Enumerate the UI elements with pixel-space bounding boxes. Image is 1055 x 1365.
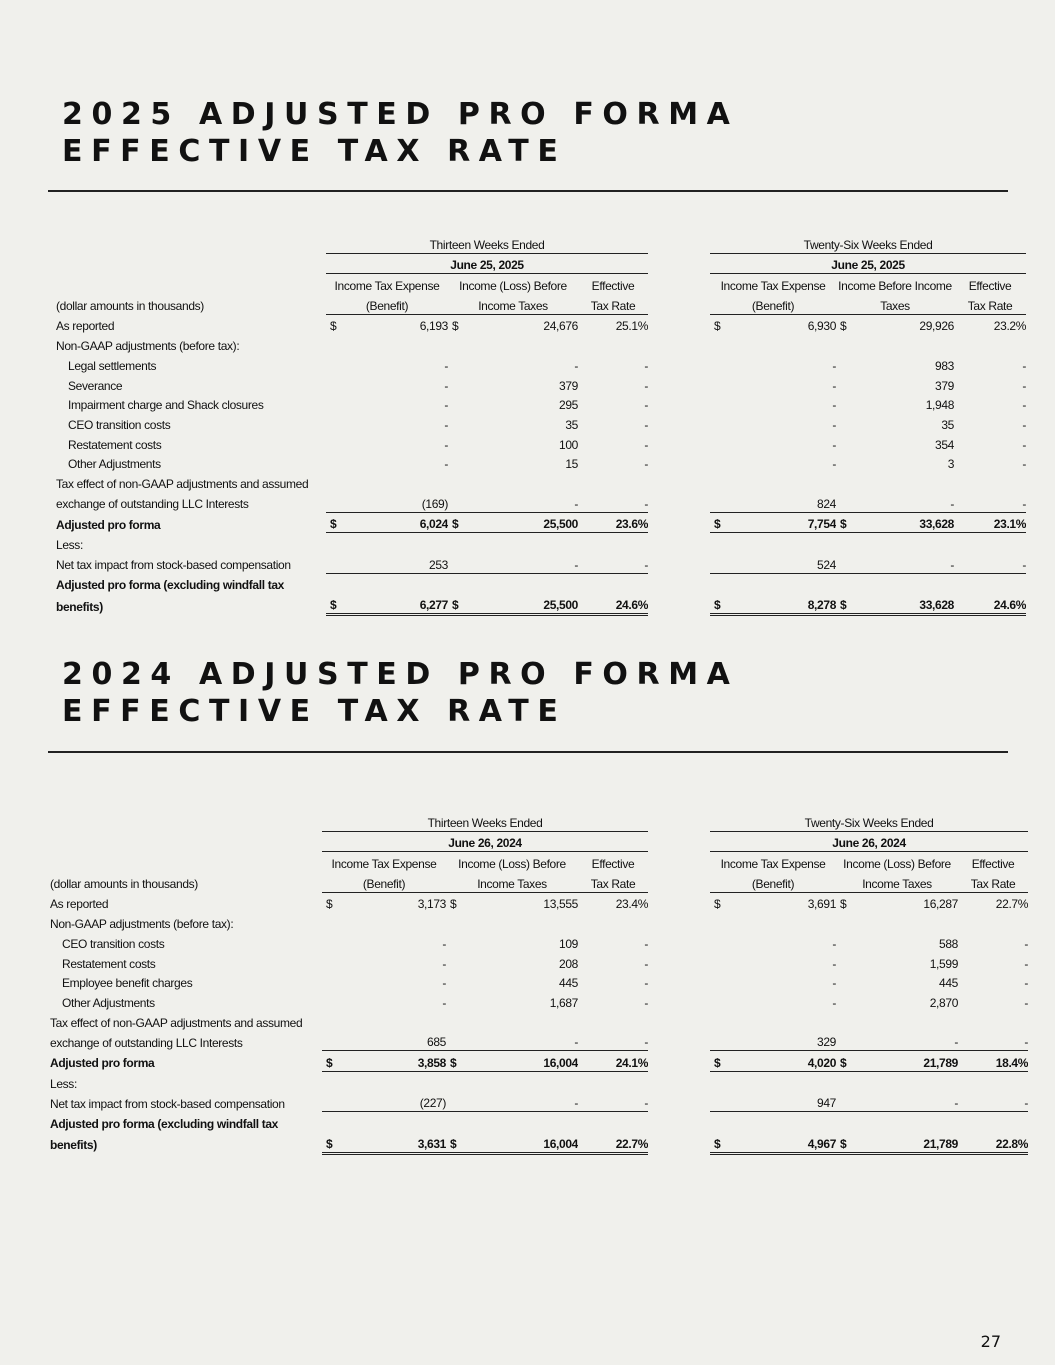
table-cell: 24.6% (954, 593, 1026, 614)
row-label: CEO transition costs (68, 417, 171, 432)
currency-symbol: $ (326, 512, 338, 533)
table-cell: - (442, 976, 446, 991)
table-cell: - (958, 1092, 1028, 1112)
table-row (50, 1031, 1028, 1051)
table-cell: 29,926 (919, 319, 955, 334)
row-label: Restatement costs (62, 956, 156, 971)
table-cell: 35 (941, 417, 955, 432)
table-cell: - (460, 492, 578, 512)
section-divider (48, 190, 1008, 192)
table-cell: - (1022, 398, 1027, 413)
table-cell: 13,555 (543, 897, 578, 912)
date-label-right: June 26, 2024 (710, 831, 1028, 852)
col-header: (Benefit) (322, 872, 446, 892)
table-cell: 7,754 (722, 512, 836, 533)
currency-symbol: $ (446, 1051, 458, 1072)
table-cell: 983 (935, 358, 955, 373)
table-cell: 24,676 (543, 319, 578, 334)
table-cell: - (1024, 956, 1029, 971)
table-cell: 23.4% (615, 897, 649, 912)
currency-symbol: $ (326, 593, 338, 614)
column-header-line2 (50, 872, 1028, 892)
table-row (50, 1092, 1028, 1112)
table-cell: 22.7% (995, 897, 1029, 912)
table-row (50, 892, 1028, 912)
currency-symbol: $ (714, 319, 721, 334)
table-row (56, 533, 1026, 553)
units-label: (dollar amounts in thousands) (50, 877, 198, 892)
row-label: Less: (56, 538, 83, 552)
table-row (56, 394, 1026, 414)
date-label-left: June 26, 2024 (322, 831, 648, 852)
section-title-2024: 2024 ADJUSTED PRO FORMA EFFECTIVE TAX RATE (62, 657, 739, 729)
row-label: Tax effect of non-GAAP adjustments and assumed (50, 1015, 303, 1030)
period-date-header (56, 253, 1026, 274)
currency-symbol: $ (836, 593, 848, 614)
table-cell: - (644, 936, 649, 951)
table-row (56, 314, 1026, 334)
table-row (50, 1011, 1028, 1031)
table-cell: - (1022, 417, 1027, 432)
table-cell: - (1022, 358, 1027, 373)
col-header: Tax Rate (578, 294, 648, 314)
row-label: Other Adjustments (68, 457, 161, 472)
table-cell: 6,277 (338, 593, 448, 614)
table-row (56, 433, 1026, 453)
table-cell: 33,628 (848, 593, 954, 614)
table-cell: - (954, 492, 1026, 512)
table-cell: 379 (935, 378, 955, 393)
table-cell: 3,173 (417, 897, 446, 912)
col-header: Income Before Income (836, 274, 954, 294)
period-group-header (50, 811, 1028, 831)
group-label-left: Thirteen Weeks Ended (429, 237, 545, 252)
table-cell: 253 (338, 553, 448, 573)
date-label-left: June 25, 2025 (326, 253, 648, 274)
table-cell: 21,789 (848, 1051, 958, 1072)
table-cell: 685 (334, 1031, 446, 1051)
table-cell: - (644, 358, 649, 373)
col-header: Effective (954, 274, 1026, 294)
currency-symbol: $ (836, 512, 848, 533)
table-cell: 24.6% (578, 593, 648, 614)
table-cell: - (1024, 936, 1029, 951)
table-row (50, 1112, 1028, 1132)
table-cell: - (832, 976, 837, 991)
row-label: Adjusted pro forma (56, 517, 161, 532)
table-cell: 4,967 (722, 1132, 836, 1153)
section-divider (48, 751, 1008, 753)
table-cell: 16,004 (458, 1051, 578, 1072)
table-cell: 1,599 (929, 956, 959, 971)
table-cell: 18.4% (958, 1051, 1028, 1072)
table-cell: - (444, 457, 448, 472)
row-label: Net tax impact from stock-based compensation (56, 558, 291, 573)
table-cell: 524 (722, 553, 836, 573)
table-row (56, 354, 1026, 374)
table-cell: 947 (722, 1092, 836, 1112)
table-cell: 22.8% (958, 1132, 1028, 1153)
row-label: As reported (50, 897, 109, 912)
col-header: Income (Loss) Before (836, 852, 958, 872)
table-cell: - (644, 398, 649, 413)
currency-symbol: $ (446, 1132, 458, 1153)
table-cell: - (442, 995, 446, 1010)
currency-symbol: $ (326, 897, 333, 912)
table-cell: 379 (559, 378, 578, 393)
table-cell: 16,004 (458, 1132, 578, 1153)
group-label-right: Twenty-Six Weeks Ended (803, 237, 933, 252)
table-cell: - (1024, 976, 1029, 991)
table-cell: - (644, 956, 649, 971)
table-cell: 445 (939, 976, 959, 991)
row-label: Other Adjustments (62, 995, 155, 1010)
currency-symbol: $ (322, 1132, 334, 1153)
table-cell: - (578, 1031, 648, 1051)
table-cell: - (958, 1031, 1028, 1051)
table-cell: - (578, 553, 648, 573)
table-cell: 208 (559, 956, 578, 971)
col-header: Effective (958, 852, 1028, 872)
table-cell: 21,789 (848, 1132, 958, 1153)
table-cell: - (848, 492, 954, 512)
row-label: Net tax impact from stock-based compensation (50, 1096, 285, 1111)
table-cell: 25,500 (460, 593, 578, 614)
col-header: Income (Loss) Before (446, 852, 578, 872)
table-cell: - (644, 437, 649, 452)
table-cell: 15 (565, 457, 578, 472)
currency-symbol: $ (710, 593, 722, 614)
col-header: Income Taxes (448, 294, 578, 314)
table-cell: - (458, 1031, 578, 1051)
tax-rate-table-2025 (56, 233, 1026, 616)
units-label: (dollar amounts in thousands) (56, 299, 204, 314)
table-cell: - (832, 378, 837, 393)
table-cell: 1,687 (549, 995, 578, 1010)
row-label: benefits) (50, 1138, 97, 1153)
table-cell: - (848, 1092, 958, 1112)
row-label: Less: (50, 1076, 77, 1091)
col-header: (Benefit) (710, 294, 836, 314)
group-label-left: Thirteen Weeks Ended (427, 815, 543, 830)
table-cell: - (832, 995, 837, 1010)
row-label: Tax effect of non-GAAP adjustments and assumed (56, 476, 309, 491)
table-cell: 1,948 (925, 398, 955, 413)
table-cell: 25.1% (615, 319, 649, 334)
row-label: benefits) (56, 599, 103, 614)
period-date-header (50, 831, 1028, 852)
col-header: Income Tax Expense (710, 274, 836, 294)
col-header: Taxes (836, 294, 954, 314)
table-cell: 295 (559, 398, 578, 413)
table-cell: - (1024, 995, 1029, 1010)
table-row (56, 374, 1026, 394)
table-row (50, 991, 1028, 1011)
table-cell: - (954, 553, 1026, 573)
tax-rate-table-2024 (50, 811, 1028, 1155)
currency-symbol: $ (840, 319, 847, 334)
table-cell: - (442, 936, 446, 951)
column-header-line1 (50, 852, 1028, 872)
table-row (56, 334, 1026, 354)
page-number: 27 (980, 1332, 1001, 1351)
table-cell: 6,024 (338, 512, 448, 533)
table-cell: - (574, 358, 578, 373)
table-row (56, 593, 1026, 614)
table-cell: - (442, 956, 446, 971)
table-cell: - (848, 553, 954, 573)
table-cell: 23.2% (993, 319, 1027, 334)
date-label-right: June 25, 2025 (710, 253, 1026, 274)
table-cell: 3,631 (334, 1132, 446, 1153)
table-row (56, 492, 1026, 512)
table-cell: 3 (947, 457, 955, 472)
currency-symbol: $ (448, 593, 460, 614)
table-cell: - (832, 437, 837, 452)
table-cell: - (444, 437, 448, 452)
table-cell: 824 (722, 492, 836, 512)
table-cell: - (444, 417, 448, 432)
currency-symbol: $ (322, 1051, 334, 1072)
table-row (50, 1132, 1028, 1153)
table-row (50, 932, 1028, 952)
row-label: exchange of outstanding LLC Interests (50, 1035, 243, 1050)
table-cell: - (644, 457, 649, 472)
table-cell: - (1022, 378, 1027, 393)
table-cell: 6,930 (807, 319, 837, 334)
table-cell: - (460, 553, 578, 573)
table-cell: 109 (559, 936, 578, 951)
table-cell: 588 (939, 936, 959, 951)
col-header: Tax Rate (954, 294, 1026, 314)
table-cell: 3,858 (334, 1051, 446, 1072)
row-label: Severance (68, 378, 123, 393)
col-header: Effective (578, 274, 648, 294)
currency-symbol: $ (450, 897, 457, 912)
section-title-2025: 2025 ADJUSTED PRO FORMA EFFECTIVE TAX RATE (62, 97, 739, 169)
row-label: Adjusted pro forma (excluding windfall tax (50, 1117, 278, 1131)
currency-symbol: $ (714, 897, 721, 912)
table-cell: - (644, 976, 649, 991)
table-cell: 3,691 (807, 897, 837, 912)
table-cell: (169) (338, 492, 448, 512)
table-row (50, 952, 1028, 972)
table-row (56, 553, 1026, 573)
col-header: (Benefit) (710, 872, 836, 892)
col-header: Effective (578, 852, 648, 872)
table-cell: - (1022, 437, 1027, 452)
table-cell: 354 (935, 437, 955, 452)
col-header: Income Tax Expense (710, 852, 836, 872)
table-cell: - (832, 457, 837, 472)
table-cell: 100 (559, 437, 578, 452)
row-label: Restatement costs (68, 437, 162, 452)
group-label-right: Twenty-Six Weeks Ended (804, 815, 934, 830)
row-label: Non-GAAP adjustments (before tax): (56, 339, 240, 354)
table-row (56, 573, 1026, 593)
row-label: As reported (56, 319, 115, 334)
table-cell: - (848, 1031, 958, 1051)
table-cell: - (832, 358, 837, 373)
table-cell: 22.7% (578, 1132, 648, 1153)
table-cell: 445 (559, 976, 578, 991)
table-cell: 8,278 (722, 593, 836, 614)
table-cell: - (644, 417, 649, 432)
col-header: Income (Loss) Before (448, 274, 578, 294)
table-cell: - (458, 1092, 578, 1112)
currency-symbol: $ (836, 1051, 848, 1072)
row-label: exchange of outstanding LLC Interests (56, 497, 249, 512)
table-cell: - (1022, 457, 1027, 472)
table-cell: - (644, 378, 649, 393)
row-label: Employee benefit charges (62, 976, 193, 991)
col-header: Income Taxes (446, 872, 578, 892)
col-header: Tax Rate (578, 872, 648, 892)
table-cell: 329 (722, 1031, 836, 1051)
table-cell: - (832, 936, 837, 951)
row-label: Adjusted pro forma (50, 1056, 155, 1071)
table-cell: 33,628 (848, 512, 954, 533)
table-cell: 2,870 (929, 995, 959, 1010)
table-cell: 4,020 (722, 1051, 836, 1072)
table-cell: - (644, 995, 649, 1010)
table-cell: - (832, 417, 837, 432)
table-cell: 24.1% (578, 1051, 648, 1072)
table-cell: - (578, 492, 648, 512)
row-label: Legal settlements (68, 358, 157, 373)
period-group-header (56, 233, 1026, 253)
table-row (56, 472, 1026, 492)
col-header: Income Taxes (836, 872, 958, 892)
column-header-line1 (56, 274, 1026, 294)
table-cell: - (444, 378, 448, 393)
table-cell: 35 (565, 417, 578, 432)
table-row (50, 1071, 1028, 1091)
table-cell: 25,500 (460, 512, 578, 533)
col-header: (Benefit) (326, 294, 448, 314)
column-header-line2 (56, 294, 1026, 314)
table-cell: - (832, 398, 837, 413)
table-cell: 6,193 (419, 319, 448, 334)
currency-symbol: $ (710, 512, 722, 533)
table-cell: (227) (334, 1092, 446, 1112)
currency-symbol: $ (710, 1132, 722, 1153)
table-cell: - (832, 956, 837, 971)
table-cell: - (578, 1092, 648, 1112)
currency-symbol: $ (836, 1132, 848, 1153)
currency-symbol: $ (452, 319, 459, 334)
table-row (50, 912, 1028, 932)
table-cell: - (444, 398, 448, 413)
currency-symbol: $ (448, 512, 460, 533)
currency-symbol: $ (330, 319, 337, 334)
table-row (56, 453, 1026, 473)
currency-symbol: $ (710, 1051, 722, 1072)
row-label: Non-GAAP adjustments (before tax): (50, 917, 234, 932)
row-label: Adjusted pro forma (excluding windfall tax (56, 578, 284, 593)
table-row (50, 1051, 1028, 1072)
row-label: CEO transition costs (62, 936, 165, 951)
row-label: Impairment charge and Shack closures (68, 398, 264, 413)
col-header: Tax Rate (958, 872, 1028, 892)
table-row (56, 413, 1026, 433)
table-cell: 23.6% (578, 512, 648, 533)
table-row (56, 512, 1026, 533)
currency-symbol: $ (840, 897, 847, 912)
col-header: Income Tax Expense (326, 274, 448, 294)
table-cell: - (444, 358, 448, 373)
table-row (50, 972, 1028, 992)
table-cell: 23.1% (954, 512, 1026, 533)
col-header: Income Tax Expense (322, 852, 446, 872)
table-cell: 16,287 (923, 897, 959, 912)
